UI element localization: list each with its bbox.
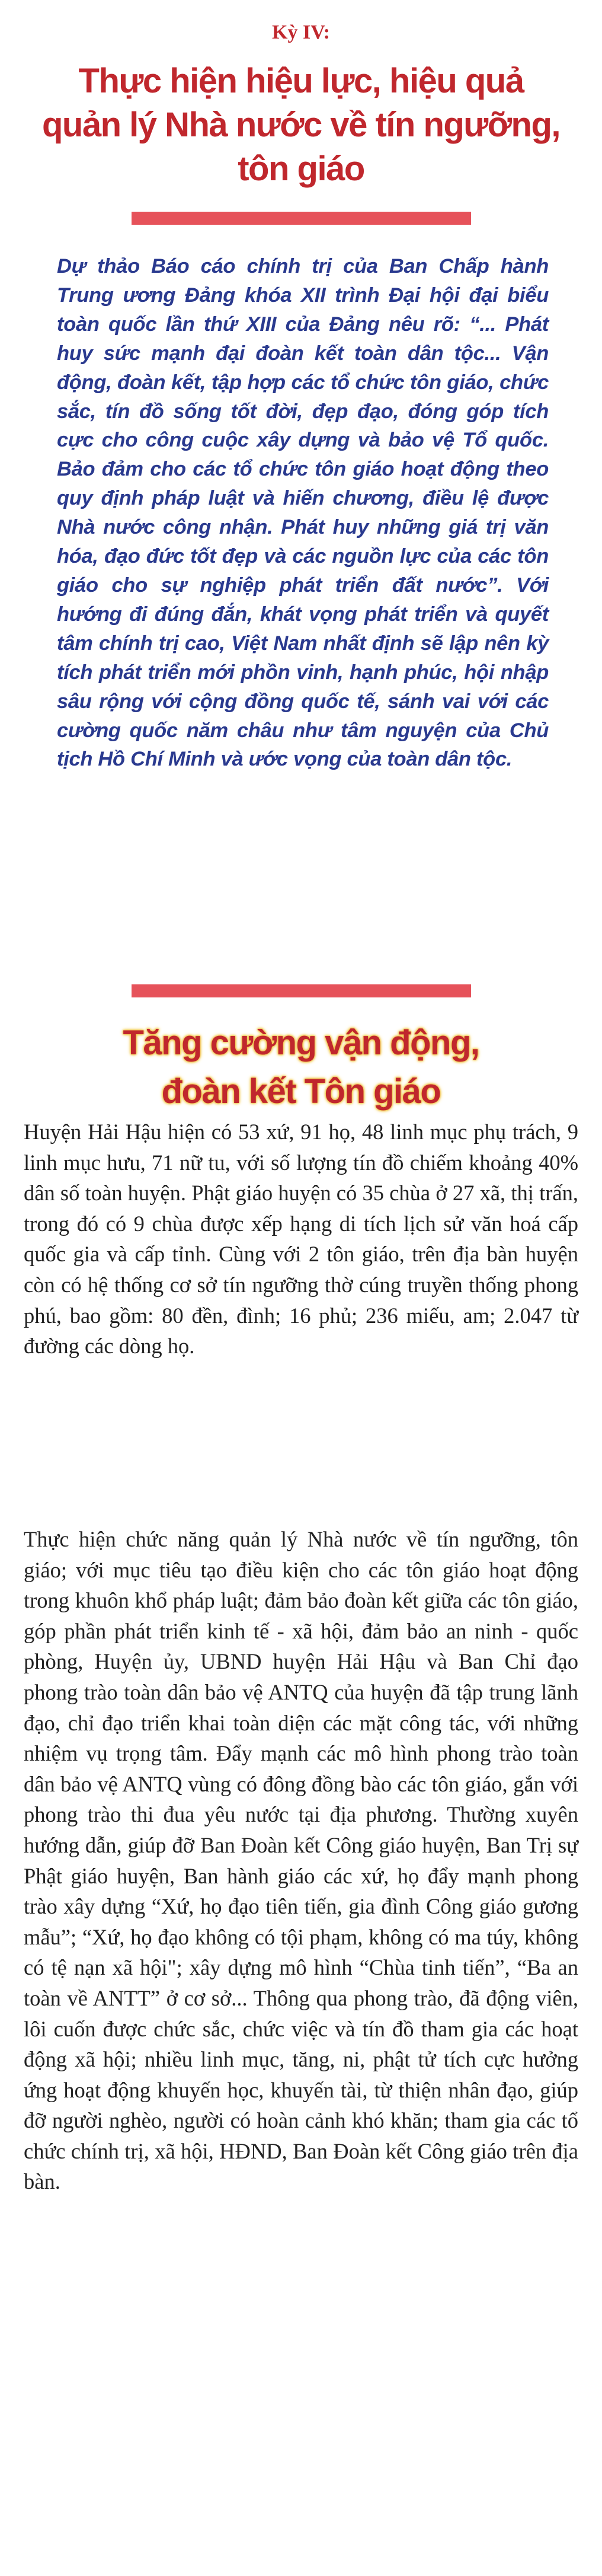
- body-paragraph-2: Thực hiện chức năng quản lý Nhà nước về tín ngưỡng, tôn giáo; với mục tiêu tạo điều kiện cho các tôn giáo hoạt động trong khuôn khổ pháp luật; đảm bảo đoàn kết giữa các tôn giáo, góp phần phát triển kinh tế - xã hội, đảm bảo an ninh - quốc phòng, Huyện ủy, UBND huyện Hải Hậu và Ban Chỉ đạo phong trào toàn dân bảo vệ ANTQ của huyện đã tập trung lãnh đạo, chỉ đạo triển khai toàn diện các mặt công tác, với những nhiệm vụ trọng tâm. Đẩy mạnh các mô hình phong trào toàn dân bảo vệ ANTQ vùng có đông đồng bào các tôn giáo, gắn với phong trào thi đua yêu nước tại địa phương. Thường xuyên hướng dẫn, giúp đỡ Ban Đoàn kết Công giáo huyện, Ban Trị sự Phật giáo huyện, Ban hành giáo các xứ, họ đẩy mạnh phong trào xây dựng “Xứ, họ đạo tiên tiến, gia đình Công giáo gương mẫu”; “Xứ, họ đạo không có tội phạm, không có ma túy, không có tệ nạn xã hội"; xây dựng mô hình “Chùa tinh tiến”, “Ba an toàn về ANTT” ở cơ sở... Thông qua phong trào, đã động viên, lôi cuốn được chức sắc, chức việc và tín đồ tham gia các hoạt động xã hội; nhiều linh mục, tăng, ni, phật tử tích cực hưởng ứng hoạt động khuyến học, khuyến tài, từ thiện nhân đạo, giúp đỡ người nghèo, người có hoàn cảnh khó khăn; tham gia các tổ chức chính trị, xã hội, HĐND, Ban Đoàn kết Công giáo trên địa bàn.: [24, 1527, 578, 2194]
- article-headline: Thực hiện hiệu lực, hiệu quả quản lý Nhà nước về tín ngưỡng, tôn giáo: [41, 62, 561, 188]
- top-divider: [132, 212, 471, 225]
- section-title-line-1: Tăng cường vận động,: [123, 1024, 479, 1062]
- section-divider: [132, 984, 471, 997]
- section-title: [36, 1019, 566, 1116]
- lead-paragraph: Dự thảo Báo cáo chính trị của Ban Chấp hành Trung ương Đảng khóa XII trình Đại hội đại biểu toàn quốc lần thứ XIII của Đảng nêu rõ: “... Phát huy sức mạnh đại đoàn kết toàn dân tộc... Vận động, đoàn kết, tập hợp các tổ chức tôn giáo, chức sắc, tín đồ sống tốt đời, đẹp đạo, đóng góp tích cực cho công cuộc xây dựng và bảo vệ Tổ quốc. Bảo đảm cho các tổ chức tôn giáo hoạt động theo quy định pháp luật và hiến chương, điều lệ được Nhà nước công nhận. Phát huy những giá trị văn hóa, đạo đức tốt đẹp và các nguồn lực của các tôn giáo cho sự nghiệp phát triển đất nước”. Với hướng đi đúng đắn, khát vọng phát triển và quyết tâm chính trị cao, Việt Nam nhất định sẽ lập nên kỳ tích phát triển mới phồn vinh, hạnh phúc, hội nhập sâu rộng với cộng đồng quốc tế, sánh vai với các cường quốc năm châu như tâm nguyện của Chủ tịch Hồ Chí Minh và ước vọng của toàn dân tộc.: [57, 255, 549, 771]
- series-kicker: Kỳ IV:: [272, 21, 330, 43]
- section-title-line-2: đoàn kết Tôn giáo: [161, 1072, 441, 1111]
- body-paragraph-1: Huyện Hải Hậu hiện có 53 xứ, 91 họ, 48 linh mục phụ trách, 9 linh mục hưu, 71 nữ tu, với số lượng tín đồ chiếm khoảng 40% dân số toàn huyện. Phật giáo huyện có 35 chùa ở 27 xã, thị trấn, trong đó có 9 chùa được xếp hạng di tích lịch sử văn hoá cấp quốc gia và cấp tỉnh. Cùng với 2 tôn giáo, trên địa bàn huyện còn có hệ thống cơ sở tín ngưỡng thờ cúng truyền thống phong phú, bao gồm: 80 đền, đình; 16 phủ; 236 miếu, am; 2.047 từ đường các dòng họ.: [24, 1120, 578, 1359]
